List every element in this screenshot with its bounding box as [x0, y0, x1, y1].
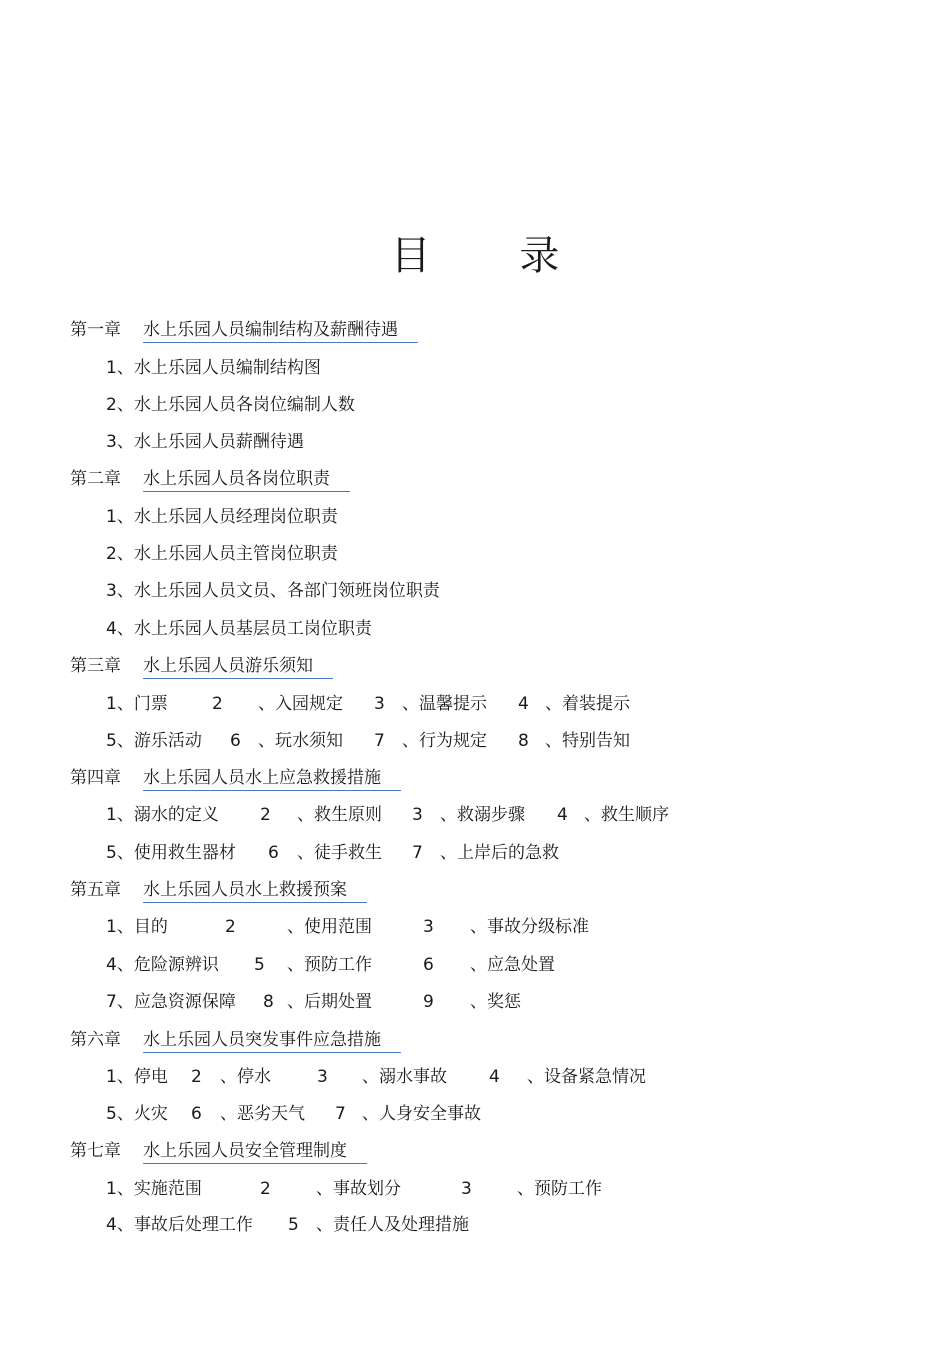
toc-item-link[interactable]: 、事故分级标准 — [470, 917, 589, 937]
toc-item-number: 3 — [461, 1179, 472, 1199]
toc-item-link[interactable]: 3、水上乐园人员薪酬待遇 — [106, 432, 304, 452]
toc-item-number: 2 — [260, 1179, 271, 1199]
toc-item-link[interactable]: 、人身安全事故 — [362, 1104, 481, 1124]
chapter-title-link[interactable]: 水上乐园人员水上应急救援措施 — [143, 766, 401, 791]
chapter-title-link[interactable]: 水上乐园人员安全管理制度 — [143, 1139, 367, 1164]
toc-item-link[interactable]: 、后期处置 — [287, 992, 372, 1012]
toc-item-number: 6 — [268, 843, 279, 863]
toc-item-link[interactable]: 1、水上乐园人员经理岗位职责 — [106, 507, 338, 527]
chapter-number: 第七章 — [70, 1141, 121, 1161]
toc-item-link[interactable]: 、设备紧急情况 — [527, 1067, 646, 1087]
chapter-number: 第五章 — [70, 880, 121, 900]
toc-item-number: 7 — [412, 843, 423, 863]
toc-item-number: 2 — [260, 805, 271, 825]
toc-item-link[interactable]: 、溺水事故 — [362, 1067, 447, 1087]
toc-item-link[interactable]: 1、实施范围 — [106, 1179, 202, 1199]
toc-item-link[interactable]: 、救生原则 — [297, 805, 382, 825]
chapter-title-link[interactable]: 水上乐园人员水上救援预案 — [143, 878, 367, 903]
toc-item-link[interactable]: 、停水 — [220, 1067, 271, 1087]
toc-item-number: 3 — [374, 694, 385, 714]
toc-item-link[interactable]: 、预防工作 — [517, 1179, 602, 1199]
toc-item-link[interactable]: 、温馨提示 — [402, 694, 487, 714]
toc-item-number: 2 — [225, 917, 236, 937]
chapter-title-link[interactable]: 水上乐园人员编制结构及薪酬待遇 — [143, 318, 418, 343]
toc-item-number: 2 — [212, 694, 223, 714]
chapter-title-link[interactable]: 水上乐园人员突发事件应急措施 — [143, 1028, 401, 1053]
chapter-number: 第四章 — [70, 768, 121, 788]
toc-item-link[interactable]: 1、停电 — [106, 1067, 168, 1087]
toc-item-link[interactable]: 、应急处置 — [470, 955, 555, 975]
toc-item-number: 3 — [412, 805, 423, 825]
toc-item-link[interactable]: 、上岸后的急救 — [440, 843, 559, 863]
toc-item-link[interactable]: 、徒手救生 — [297, 843, 382, 863]
toc-item-link[interactable]: 2、水上乐园人员各岗位编制人数 — [106, 395, 355, 415]
toc-item-number: 4 — [489, 1067, 500, 1087]
toc-item-link[interactable]: 、事故划分 — [316, 1179, 401, 1199]
toc-item-number: 4 — [557, 805, 568, 825]
toc-item-link[interactable]: 、使用范围 — [287, 917, 372, 937]
toc-item-link[interactable]: 、责任人及处理措施 — [316, 1215, 469, 1235]
toc-item-number: 5 — [288, 1215, 299, 1235]
toc-item-number: 9 — [423, 992, 434, 1012]
toc-item-link[interactable]: 1、目的 — [106, 917, 168, 937]
chapter-number: 第一章 — [70, 320, 121, 340]
toc-item-number: 3 — [423, 917, 434, 937]
toc-item-link[interactable]: 4、事故后处理工作 — [106, 1215, 253, 1235]
toc-item-number: 6 — [423, 955, 434, 975]
toc-item-number: 7 — [374, 731, 385, 751]
chapter-title-link[interactable]: 水上乐园人员游乐须知 — [143, 654, 333, 679]
toc-item-link[interactable]: 、奖惩 — [470, 992, 521, 1012]
toc-item-link[interactable]: 5、游乐活动 — [106, 731, 202, 751]
toc-item-link[interactable]: 、预防工作 — [287, 955, 372, 975]
toc-item-link[interactable]: 、特别告知 — [545, 731, 630, 751]
toc-item-link[interactable]: 、恶劣天气 — [220, 1104, 305, 1124]
page-title: 目 录 — [390, 233, 598, 279]
toc-item-link[interactable]: 、玩水须知 — [258, 731, 343, 751]
toc-item-number: 8 — [263, 992, 274, 1012]
toc-item-number: 6 — [191, 1104, 202, 1124]
toc-item-link[interactable]: 、救溺步骤 — [440, 805, 525, 825]
toc-item-number: 8 — [518, 731, 529, 751]
toc-item-number: 5 — [254, 955, 265, 975]
toc-item-number: 2 — [191, 1067, 202, 1087]
toc-item-link[interactable]: 1、水上乐园人员编制结构图 — [106, 358, 321, 378]
toc-item-number: 7 — [335, 1104, 346, 1124]
toc-item-link[interactable]: 5、使用救生器材 — [106, 843, 236, 863]
chapter-number: 第三章 — [70, 656, 121, 676]
chapter-number: 第二章 — [70, 469, 121, 489]
toc-item-link[interactable]: 7、应急资源保障 — [106, 992, 236, 1012]
toc-item-link[interactable]: 1、门票 — [106, 694, 168, 714]
toc-item-link[interactable]: 5、火灾 — [106, 1104, 168, 1124]
chapter-title-link[interactable]: 水上乐园人员各岗位职责 — [143, 467, 350, 492]
toc-item-number: 3 — [317, 1067, 328, 1087]
toc-item-link[interactable]: 、救生顺序 — [584, 805, 669, 825]
toc-item-link[interactable]: 4、危险源辨识 — [106, 955, 219, 975]
toc-item-link[interactable]: 4、水上乐园人员基层员工岗位职责 — [106, 619, 372, 639]
toc-item-link[interactable]: 1、溺水的定义 — [106, 805, 219, 825]
toc-item-number: 6 — [230, 731, 241, 751]
toc-item-link[interactable]: 、入园规定 — [258, 694, 343, 714]
toc-item-link[interactable]: 、行为规定 — [402, 731, 487, 751]
chapter-number: 第六章 — [70, 1030, 121, 1050]
toc-item-number: 4 — [518, 694, 529, 714]
toc-item-link[interactable]: 3、水上乐园人员文员、各部门领班岗位职责 — [106, 581, 440, 601]
toc-item-link[interactable]: 、着装提示 — [545, 694, 630, 714]
toc-item-link[interactable]: 2、水上乐园人员主管岗位职责 — [106, 544, 338, 564]
